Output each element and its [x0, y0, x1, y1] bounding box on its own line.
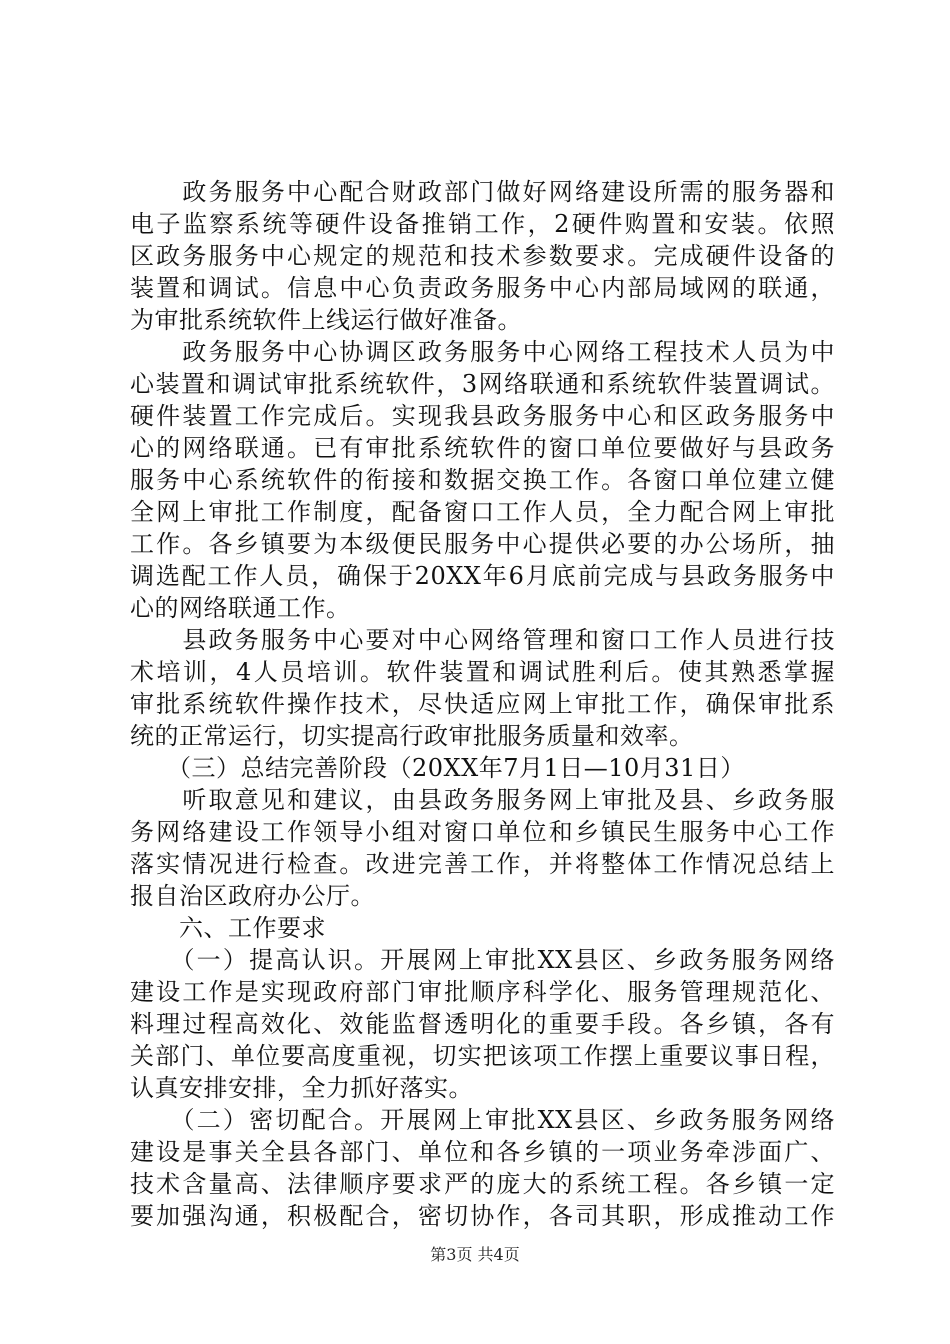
page-footer: 第3页 共4页: [430, 1245, 520, 1264]
text-line: 全网上审批工作制度，配备窗口工作人员，全力配合网上审批: [130, 498, 835, 526]
text-line: 工作。各乡镇要为本级便民服务中心提供必要的办公场所，抽: [130, 530, 835, 558]
text-line: 认真安排安排，全力抓好落实。: [130, 1074, 473, 1102]
text-line: 政务服务中心配合财政部门做好网络建设所需的服务器和: [130, 178, 835, 206]
text-line: 电子监察系统等硬件设备推销工作，2硬件购置和安装。依照: [130, 210, 835, 238]
text-line: （二）密切配合。开展网上审批XX县区、乡政务服务网络: [130, 1106, 835, 1134]
text-line: 听取意见和建议，由县政务服务网上审批及县、乡政务服: [130, 786, 835, 814]
text-line: 服务中心系统软件的衔接和数据交换工作。各窗口单位建立健: [130, 466, 835, 494]
text-line: 政务服务中心协调区政务服务中心网络工程技术人员为中: [130, 338, 835, 366]
text-line: （一）提高认识。开展网上审批XX县区、乡政务服务网络: [130, 946, 835, 974]
text-line: 要加强沟通，积极配合，密切协作，各司其职，形成推动工作: [130, 1202, 835, 1230]
text-line: 装置和调试。信息中心负责政务服务中心内部局域网的联通，: [130, 274, 835, 302]
text-line: 技术含量高、法律顺序要求严的庞大的系统工程。各乡镇一定: [130, 1170, 835, 1198]
text-line: 建设是事关全县各部门、单位和各乡镇的一项业务牵涉面广、: [130, 1138, 835, 1166]
text-line: 区政务服务中心规定的规范和技术参数要求。完成硬件设备的: [130, 242, 835, 270]
text-line: 心的网络联通工作。: [130, 594, 351, 622]
text-line: 为审批系统软件上线运行做好准备。: [130, 306, 522, 334]
text-line: 县政务服务中心要对中心网络管理和窗口工作人员进行技: [130, 626, 835, 654]
text-line: 料理过程高效化、效能监督透明化的重要手段。各乡镇，各有: [130, 1010, 835, 1038]
text-line: 心的网络联通。已有审批系统软件的窗口单位要做好与县政务: [130, 434, 835, 462]
text-line: 心装置和调试审批系统软件，3网络联通和系统软件装置调试。: [130, 370, 835, 398]
text-line: 统的正常运行，切实提高行政审批服务质量和效率。: [130, 722, 694, 750]
text-line: （三）总结完善阶段（20XX年7月1日—10月31日）: [130, 754, 745, 782]
text-line: 六、工作要求: [130, 914, 326, 942]
text-line: 务网络建设工作领导小组对窗口单位和乡镇民生服务中心工作: [130, 818, 835, 846]
text-line: 建设工作是实现政府部门审批顺序科学化、服务管理规范化、: [130, 978, 835, 1006]
text-line: 调选配工作人员，确保于20XX年6月底前完成与县政务服务中: [130, 562, 835, 590]
text-line: 落实情况进行检查。改进完善工作，并将整体工作情况总结上: [130, 850, 835, 878]
text-line: 关部门、单位要高度重视，切实把该项工作摆上重要议事日程，: [130, 1042, 835, 1070]
document-body: [130, 176, 835, 1232]
text-line: 报自治区政府办公厅。: [130, 882, 375, 910]
text-line: 硬件装置工作完成后。实现我县政务服务中心和区政务服务中: [130, 402, 835, 430]
text-line: 术培训，4人员培训。软件装置和调试胜利后。使其熟悉掌握: [130, 658, 835, 686]
text-line: 审批系统软件操作技术，尽快适应网上审批工作，确保审批系: [130, 690, 835, 718]
